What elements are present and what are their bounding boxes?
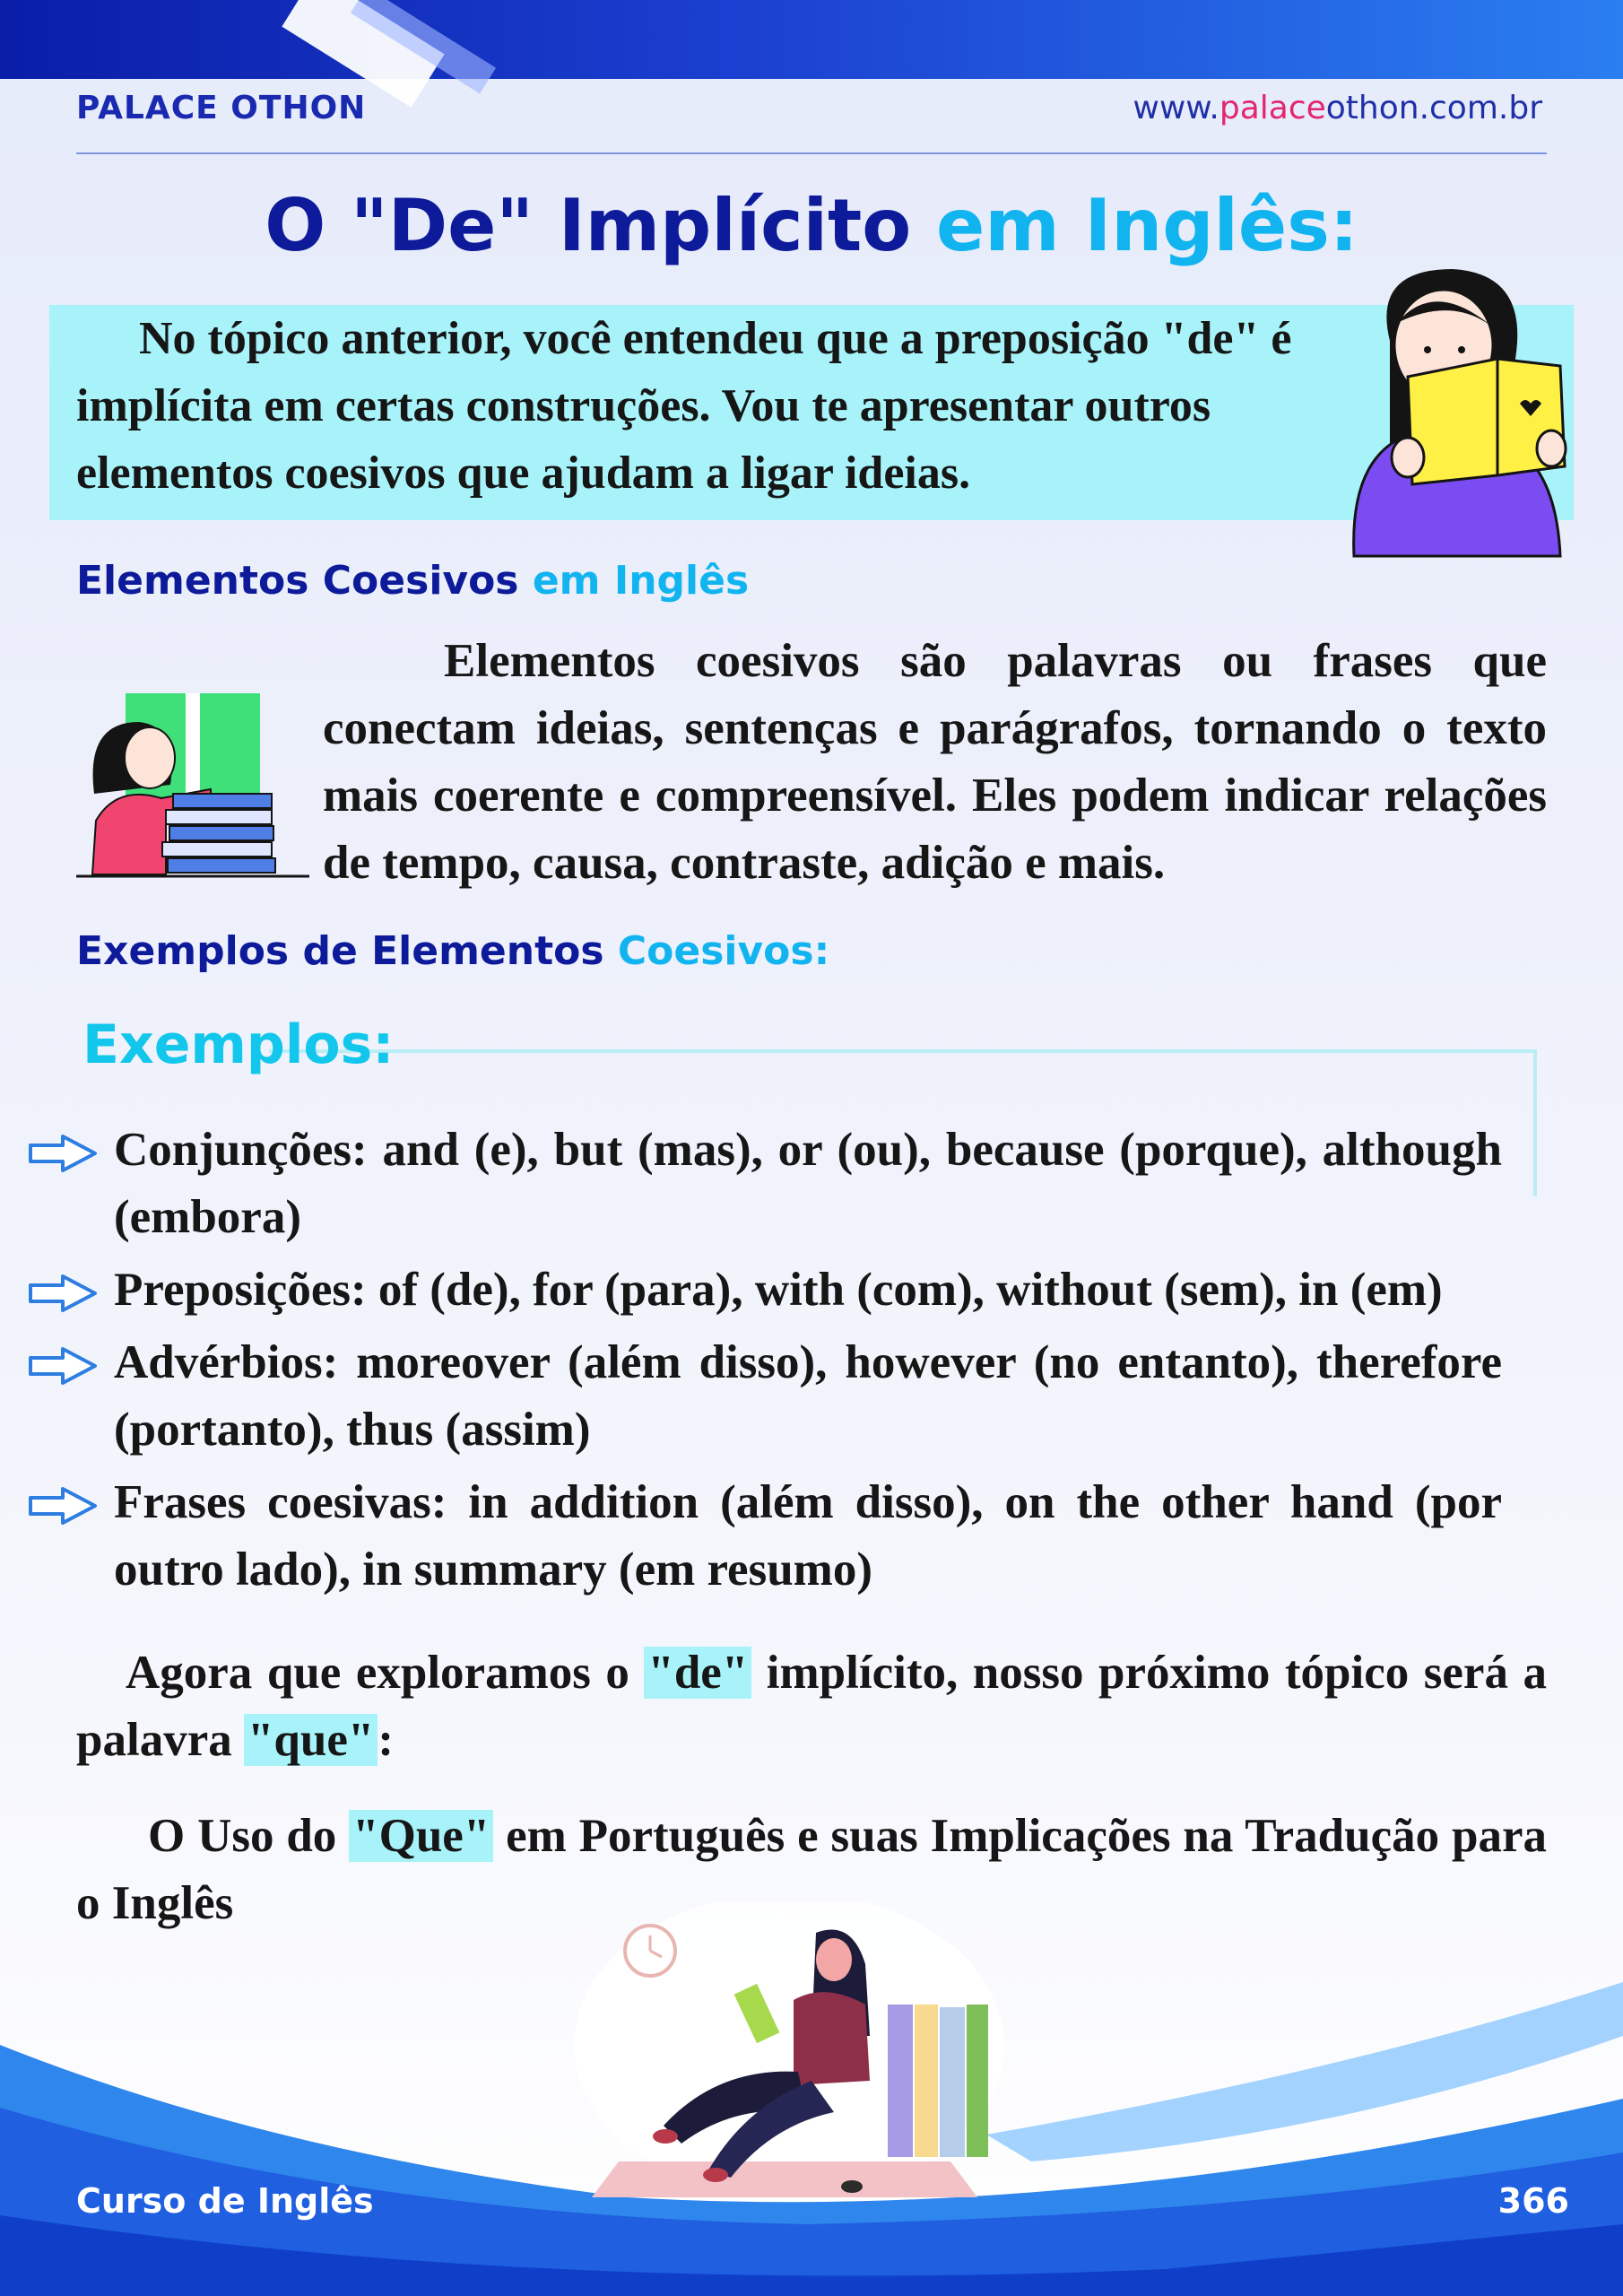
examples-title: Exemplos:	[82, 1013, 395, 1076]
page-number: 366	[1497, 2181, 1569, 2221]
highlight-que-title: "Que"	[349, 1810, 493, 1862]
next-topic-paragraph: Agora que exploramos o "de" implícito, nosso próximo tópico será a palavra "que":	[76, 1647, 1547, 1766]
list-item: Conjunções: and (e), but (mas), or (ou), because (porque), although (embora)	[27, 1117, 1502, 1251]
list-item: Preposições: of (de), for (para), with (com), without (sem), in (em)	[27, 1257, 1502, 1324]
header-divider	[76, 152, 1547, 154]
list-item: Advérbios: moreover (além disso), however (no entanto), therefore (portanto), thus (assim)	[27, 1329, 1502, 1464]
girl-reading-illustration	[1336, 260, 1578, 565]
arrow-right-icon	[27, 1273, 99, 1314]
arrow-right-icon	[27, 1345, 99, 1387]
page-title: O "De" Implícito em Inglês:	[265, 184, 1358, 267]
footer-course-name: Curso de Inglês	[76, 2181, 374, 2221]
next-topic-title: O Uso do "Que" em Português e suas Implicações na Tradução para o Inglês	[76, 1810, 1547, 1929]
intro-paragraph: No tópico anterior, você entendeu que a preposição "de" é implícita em certas construções. Vou te apresentar outros elementos coesivos que ajudam a ligar ideias.	[76, 313, 1292, 499]
arrow-right-icon	[27, 1133, 99, 1174]
coesivos-definition-paragraph: Elementos coesivos são palavras ou frases que conectam ideias, sentenças e parágrafos, tornando o texto mais coerente e compreensível. Eles podem indicar relações de tempo, causa, contraste, adição e mais.	[323, 635, 1547, 889]
highlight-de: "de"	[644, 1647, 751, 1699]
section-heading-coesivos: Elementos Coesivos em Inglês	[76, 558, 750, 604]
examples-list	[27, 1117, 1502, 1609]
woman-with-books-illustration	[76, 686, 309, 883]
top-banner	[0, 0, 1623, 79]
website-link[interactable]: www.palaceothon.com.br	[1133, 90, 1542, 126]
list-item: Frases coesivas: in addition (além disso), on the other hand (por outro lado), in summary (em resumo)	[27, 1469, 1502, 1604]
arrow-right-icon	[27, 1485, 99, 1526]
woman-reading-illustration	[556, 1901, 1058, 2197]
brand-name: PALACE OTHON	[76, 90, 367, 126]
highlight-que: "que"	[244, 1714, 378, 1766]
section-heading-exemplos: Exemplos de Elementos Coesivos:	[76, 928, 830, 974]
